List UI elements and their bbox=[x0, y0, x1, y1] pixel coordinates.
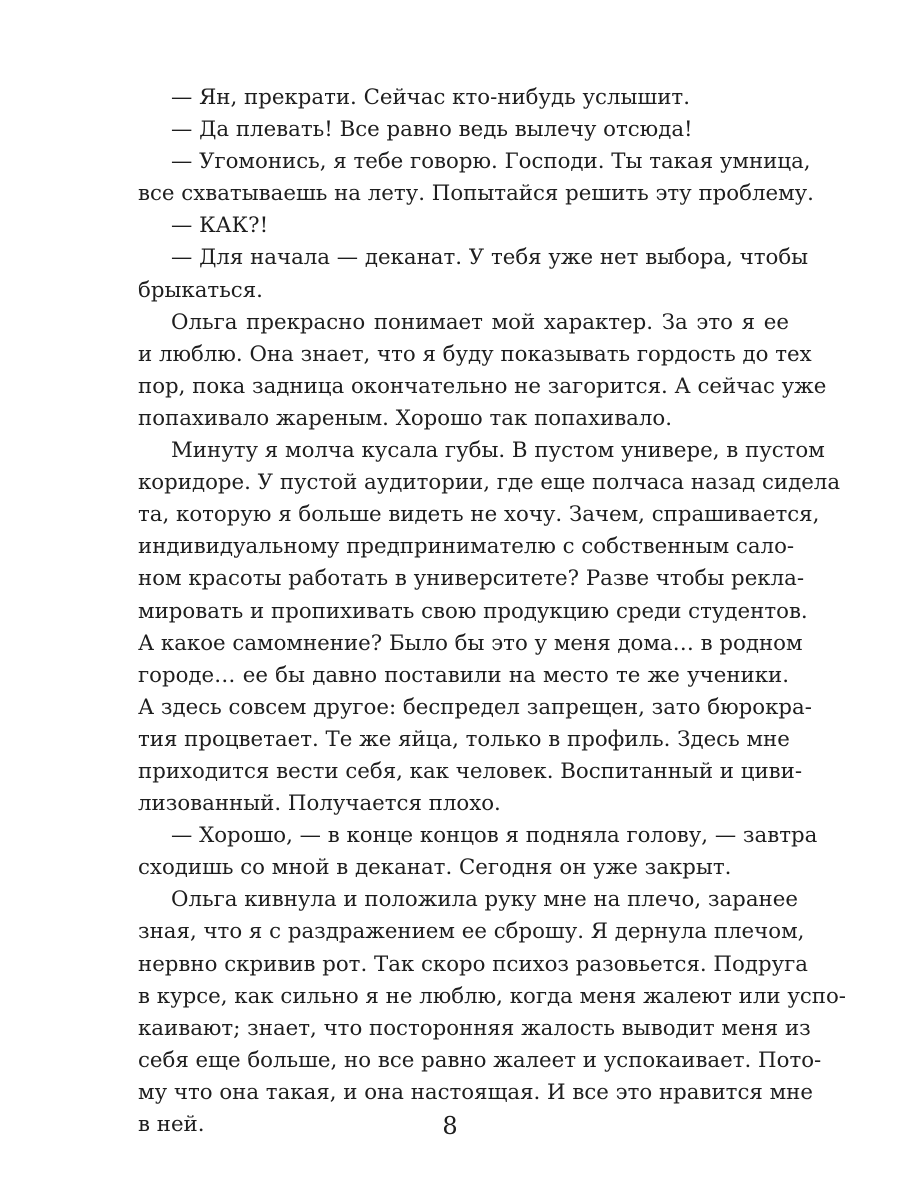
text-line: приходится вести себя, как человек. Воспитанный и циви- bbox=[138, 758, 803, 784]
text-line: — Хорошо, — в конце концов я подняла голову, — завтра bbox=[171, 823, 818, 849]
text-line: в курсе, как сильно я не люблю, когда меня жалеют или успо- bbox=[138, 983, 847, 1009]
text-line: индивидуальному предпринимателю с собственным сало- bbox=[138, 534, 795, 560]
text-line: зная, что я с раздражением ее сброшу. Я дернула плечом, bbox=[138, 919, 805, 945]
text-line: брыкаться. bbox=[138, 277, 263, 303]
page-number: 8 bbox=[442, 1112, 458, 1140]
text-line: коридоре. У пустой аудитории, где еще полчаса назад сидела bbox=[138, 470, 841, 496]
text-line: Ольга прекрасно понимает мой характер. За это я ее bbox=[171, 309, 789, 335]
text-line: та, которую я больше видеть не хочу. Зачем, спрашивается, bbox=[138, 502, 820, 528]
text-line: Ольга кивнула и положила руку мне на плечо, заранее bbox=[171, 887, 798, 913]
text-line: мировать и пропихивать свою продукцию среди студентов. bbox=[138, 598, 808, 624]
text-line: нервно скривив рот. Так скоро психоз разовьется. Подруга bbox=[138, 951, 808, 977]
text-line: в ней. bbox=[138, 1112, 205, 1137]
text-line: тия процветает. Те же яйца, только в профиль. Здесь мне bbox=[138, 726, 790, 752]
text-line: все схватываешь на лету. Попытайся решить эту проблему. bbox=[138, 181, 814, 207]
text-line: себя еще больше, но все равно жалеет и успокаивает. Пото- bbox=[138, 1047, 822, 1073]
text-line: Минуту я молча кусала губы. В пустом универе, в пустом bbox=[171, 438, 825, 464]
text-line: сходишь со мной в деканат. Сегодня он уже закрыт. bbox=[138, 855, 732, 881]
text-line: попахивало жареным. Хорошо так попахивало. bbox=[138, 405, 673, 431]
text-line: А какое самомнение? Было бы это у меня дома… в родном bbox=[138, 630, 803, 656]
text-line: ном красоты работать в университете? Разве чтобы рекла- bbox=[138, 566, 805, 592]
text-line: — Для начала — деканат. У тебя уже нет выбора, чтобы bbox=[171, 245, 809, 271]
body-text bbox=[138, 82, 847, 1141]
text-line: городе… ее бы давно поставили на место те же ученики. bbox=[138, 662, 789, 688]
text-line: му что она такая, и она настоящая. И все это нравится мне bbox=[138, 1079, 813, 1105]
text-line: — КАК?! bbox=[171, 213, 269, 239]
text-line: пор, пока задница окончательно не загорится. А сейчас уже bbox=[138, 373, 827, 399]
text-line: лизованный. Получается плохо. bbox=[138, 791, 501, 817]
text-line: — Ян, прекрати. Сейчас кто-нибудь услышит. bbox=[171, 85, 690, 110]
text-line: и люблю. Она знает, что я буду показывать гордость до тех bbox=[138, 341, 812, 367]
text-line: каивают; знает, что посторонняя жалость выводит меня из bbox=[138, 1015, 811, 1041]
text-line: — Угомонись, я тебе говорю. Господи. Ты такая умница, bbox=[171, 149, 811, 175]
text-line: А здесь совсем другое: беспредел запрещен, зато бюрокра- bbox=[138, 694, 812, 720]
text-line: — Да плевать! Все равно ведь вылечу отсюда! bbox=[171, 117, 693, 143]
